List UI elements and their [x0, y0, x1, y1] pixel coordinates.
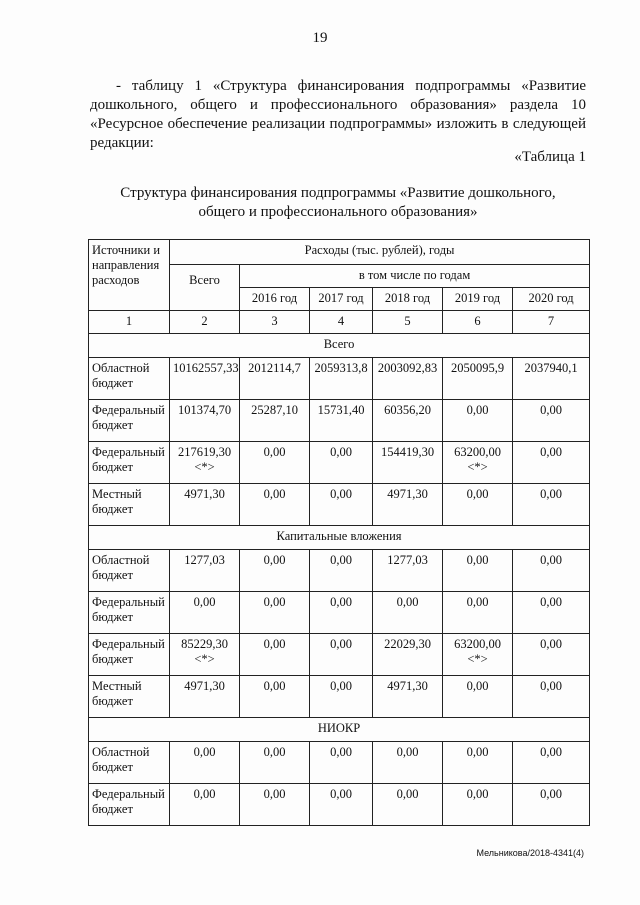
footnote-marker: <*>: [194, 652, 215, 666]
value-cell: [373, 550, 443, 592]
value-cell: [310, 676, 373, 718]
header-source: Источники и направления расходов: [89, 240, 170, 311]
footnote-marker: <*>: [194, 460, 215, 474]
value-cell: [170, 634, 240, 676]
cell-value: 0,00: [466, 403, 489, 417]
value-cell: [240, 550, 310, 592]
value-cell: [240, 784, 310, 826]
column-number: 4: [310, 311, 373, 334]
cell-value: 0,00: [396, 745, 419, 759]
column-number: 1: [89, 311, 170, 334]
value-cell: [513, 742, 590, 784]
table-row: [89, 550, 590, 592]
value-cell: [310, 442, 373, 484]
cell-value: 0,00: [193, 595, 216, 609]
value-cell: [513, 676, 590, 718]
funding-source: Федеральный бюджет: [89, 400, 170, 442]
value-cell: [513, 400, 590, 442]
cell-value: 101374,70: [177, 403, 232, 417]
cell-value: 0,00: [540, 553, 562, 567]
value-cell: [513, 634, 590, 676]
cell-value: 85229,30: [181, 637, 228, 651]
cell-value: 0,00: [330, 553, 352, 567]
header-year-2018: 2018 год: [373, 288, 443, 311]
cell-value: 0,00: [193, 787, 216, 801]
section-row: [89, 334, 590, 358]
value-cell: [443, 592, 513, 634]
cell-value: 0,00: [263, 787, 286, 801]
cell-value: 0,00: [466, 595, 489, 609]
cell-value: 2059313,8: [314, 361, 368, 375]
cell-value: 4971,30: [184, 679, 225, 693]
cell-value: 63200,00: [454, 637, 501, 651]
cell-value: 0,00: [466, 679, 489, 693]
value-cell: [310, 742, 373, 784]
column-number: 7: [513, 311, 590, 334]
value-cell: [373, 634, 443, 676]
table-row: [89, 784, 590, 826]
value-cell: [373, 676, 443, 718]
value-cell: [240, 634, 310, 676]
value-cell: [373, 784, 443, 826]
column-number: 3: [240, 311, 310, 334]
value-cell: [240, 400, 310, 442]
table-title-line-2: общего и профессионального образования»: [198, 204, 478, 220]
value-cell: [443, 784, 513, 826]
value-cell: [170, 550, 240, 592]
funding-source: Местный бюджет: [89, 676, 170, 718]
cell-value: 4971,30: [387, 487, 428, 501]
header-year-2019: 2019 год: [443, 288, 513, 311]
table-title: [90, 184, 586, 222]
cell-value: 0,00: [330, 679, 352, 693]
table-row: [89, 358, 590, 400]
cell-value: 0,00: [330, 487, 352, 501]
cell-value: 0,00: [330, 595, 352, 609]
header-year-2017: 2017 год: [310, 288, 373, 311]
value-cell: [310, 484, 373, 526]
value-cell: [240, 442, 310, 484]
header-total: Всего: [170, 265, 240, 311]
value-cell: [443, 442, 513, 484]
value-cell: [170, 442, 240, 484]
cell-value: 0,00: [466, 487, 489, 501]
cell-value: 217619,30: [177, 445, 232, 459]
funding-source: Федеральный бюджет: [89, 634, 170, 676]
value-cell: [310, 358, 373, 400]
table-tag: «Таблица 1: [514, 149, 586, 165]
table-row: [89, 484, 590, 526]
cell-value: 22029,30: [384, 637, 431, 651]
cell-value: 0,00: [263, 445, 286, 459]
cell-value: 0,00: [540, 679, 562, 693]
cell-value: 1277,03: [387, 553, 428, 567]
financing-table-body: [89, 240, 590, 826]
section-title: Капитальные вложения: [89, 526, 590, 550]
value-cell: [443, 550, 513, 592]
funding-source: Федеральный бюджет: [89, 592, 170, 634]
cell-value: 60356,20: [384, 403, 431, 417]
cell-value: 4971,30: [184, 487, 225, 501]
cell-value: 63200,00: [454, 445, 501, 459]
cell-value: 0,00: [396, 787, 419, 801]
section-title: Всего: [89, 334, 590, 358]
value-cell: [443, 400, 513, 442]
cell-value: 2012114,7: [248, 361, 301, 375]
value-cell: [310, 592, 373, 634]
page-number: 19: [312, 30, 328, 46]
value-cell: [310, 550, 373, 592]
funding-source: Местный бюджет: [89, 484, 170, 526]
value-cell: [310, 634, 373, 676]
cell-value: 0,00: [466, 787, 489, 801]
footnote-marker: <*>: [467, 460, 488, 474]
column-number: 6: [443, 311, 513, 334]
financing-table: [88, 239, 590, 826]
value-cell: [443, 484, 513, 526]
value-cell: [373, 442, 443, 484]
value-cell: [443, 358, 513, 400]
cell-value: 2003092,83: [377, 361, 438, 375]
cell-value: 0,00: [540, 595, 562, 609]
column-number-row: [89, 311, 590, 334]
value-cell: [513, 592, 590, 634]
cell-value: 0,00: [330, 745, 352, 759]
value-cell: [170, 676, 240, 718]
funding-source: Областной бюджет: [89, 550, 170, 592]
table-title-line-1: Структура финансирования подпрограммы «Развитие дошкольного,: [120, 185, 556, 201]
value-cell: [513, 550, 590, 592]
footnote-marker: <*>: [467, 652, 488, 666]
value-cell: [373, 484, 443, 526]
value-cell: [373, 742, 443, 784]
value-cell: [513, 442, 590, 484]
column-number: 2: [170, 311, 240, 334]
section-title: НИОКР: [89, 718, 590, 742]
value-cell: [240, 358, 310, 400]
cell-value: 4971,30: [387, 679, 428, 693]
value-cell: [443, 742, 513, 784]
value-cell: [310, 784, 373, 826]
value-cell: [443, 676, 513, 718]
funding-source: Областной бюджет: [89, 742, 170, 784]
header-year-2020: 2020 год: [513, 288, 590, 311]
value-cell: [170, 742, 240, 784]
cell-value: 0,00: [466, 553, 489, 567]
funding-source: Областной бюджет: [89, 358, 170, 400]
cell-value: 0,00: [263, 553, 286, 567]
value-cell: [170, 484, 240, 526]
cell-value: 0,00: [540, 787, 562, 801]
cell-value: 0,00: [330, 445, 352, 459]
cell-value: 0,00: [540, 403, 562, 417]
value-cell: [513, 484, 590, 526]
value-cell: [170, 358, 240, 400]
cell-value: 0,00: [396, 595, 419, 609]
value-cell: [310, 400, 373, 442]
header-row-1: [89, 240, 590, 265]
cell-value: 0,00: [330, 637, 352, 651]
funding-source: Федеральный бюджет: [89, 784, 170, 826]
cell-value: 0,00: [540, 445, 562, 459]
value-cell: [240, 742, 310, 784]
table-row: [89, 442, 590, 484]
value-cell: [513, 784, 590, 826]
cell-value: 1277,03: [184, 553, 225, 567]
value-cell: [240, 676, 310, 718]
cell-value: 0,00: [263, 637, 286, 651]
cell-value: 0,00: [263, 679, 286, 693]
cell-value: 0,00: [330, 787, 352, 801]
value-cell: [513, 358, 590, 400]
cell-value: 0,00: [263, 745, 286, 759]
header-year-2016: 2016 год: [240, 288, 310, 311]
table-row: [89, 676, 590, 718]
cell-value: 154419,30: [380, 445, 435, 459]
table-row: [89, 592, 590, 634]
value-cell: [170, 784, 240, 826]
table-row: [89, 742, 590, 784]
cell-value: 2050095,9: [450, 361, 505, 375]
section-row: [89, 718, 590, 742]
footer-code: Мельникова/2018-4341(4): [476, 848, 584, 858]
header-expenses: Расходы (тыс. рублей), годы: [170, 240, 590, 265]
value-cell: [170, 400, 240, 442]
cell-value: 25287,10: [251, 403, 298, 417]
value-cell: [240, 484, 310, 526]
cell-value: 2037940,1: [524, 361, 578, 375]
cell-value: 0,00: [263, 487, 286, 501]
cell-value: 0,00: [540, 745, 562, 759]
header-by-years: в том числе по годам: [240, 265, 590, 288]
value-cell: [170, 592, 240, 634]
cell-value: 0,00: [540, 637, 562, 651]
value-cell: [373, 400, 443, 442]
table-row: [89, 634, 590, 676]
cell-value: 0,00: [540, 487, 562, 501]
funding-source: Федеральный бюджет: [89, 442, 170, 484]
section-row: [89, 526, 590, 550]
value-cell: [443, 634, 513, 676]
cell-value: 15731,40: [317, 403, 365, 417]
cell-value: 0,00: [466, 745, 489, 759]
value-cell: [373, 592, 443, 634]
value-cell: [373, 358, 443, 400]
cell-value: 10162557,33: [173, 361, 239, 375]
cell-value: 0,00: [193, 745, 216, 759]
intro-paragraph: - таблицу 1 «Структура финансирования подпрограммы «Развитие дошкольного, общего и профессионального образования» раздела 10 «Ресурсное обеспечение реализации подпрограммы» изложить в следующей редакции:: [90, 78, 586, 151]
column-number: 5: [373, 311, 443, 334]
table-row: [89, 400, 590, 442]
cell-value: 0,00: [263, 595, 286, 609]
value-cell: [240, 592, 310, 634]
